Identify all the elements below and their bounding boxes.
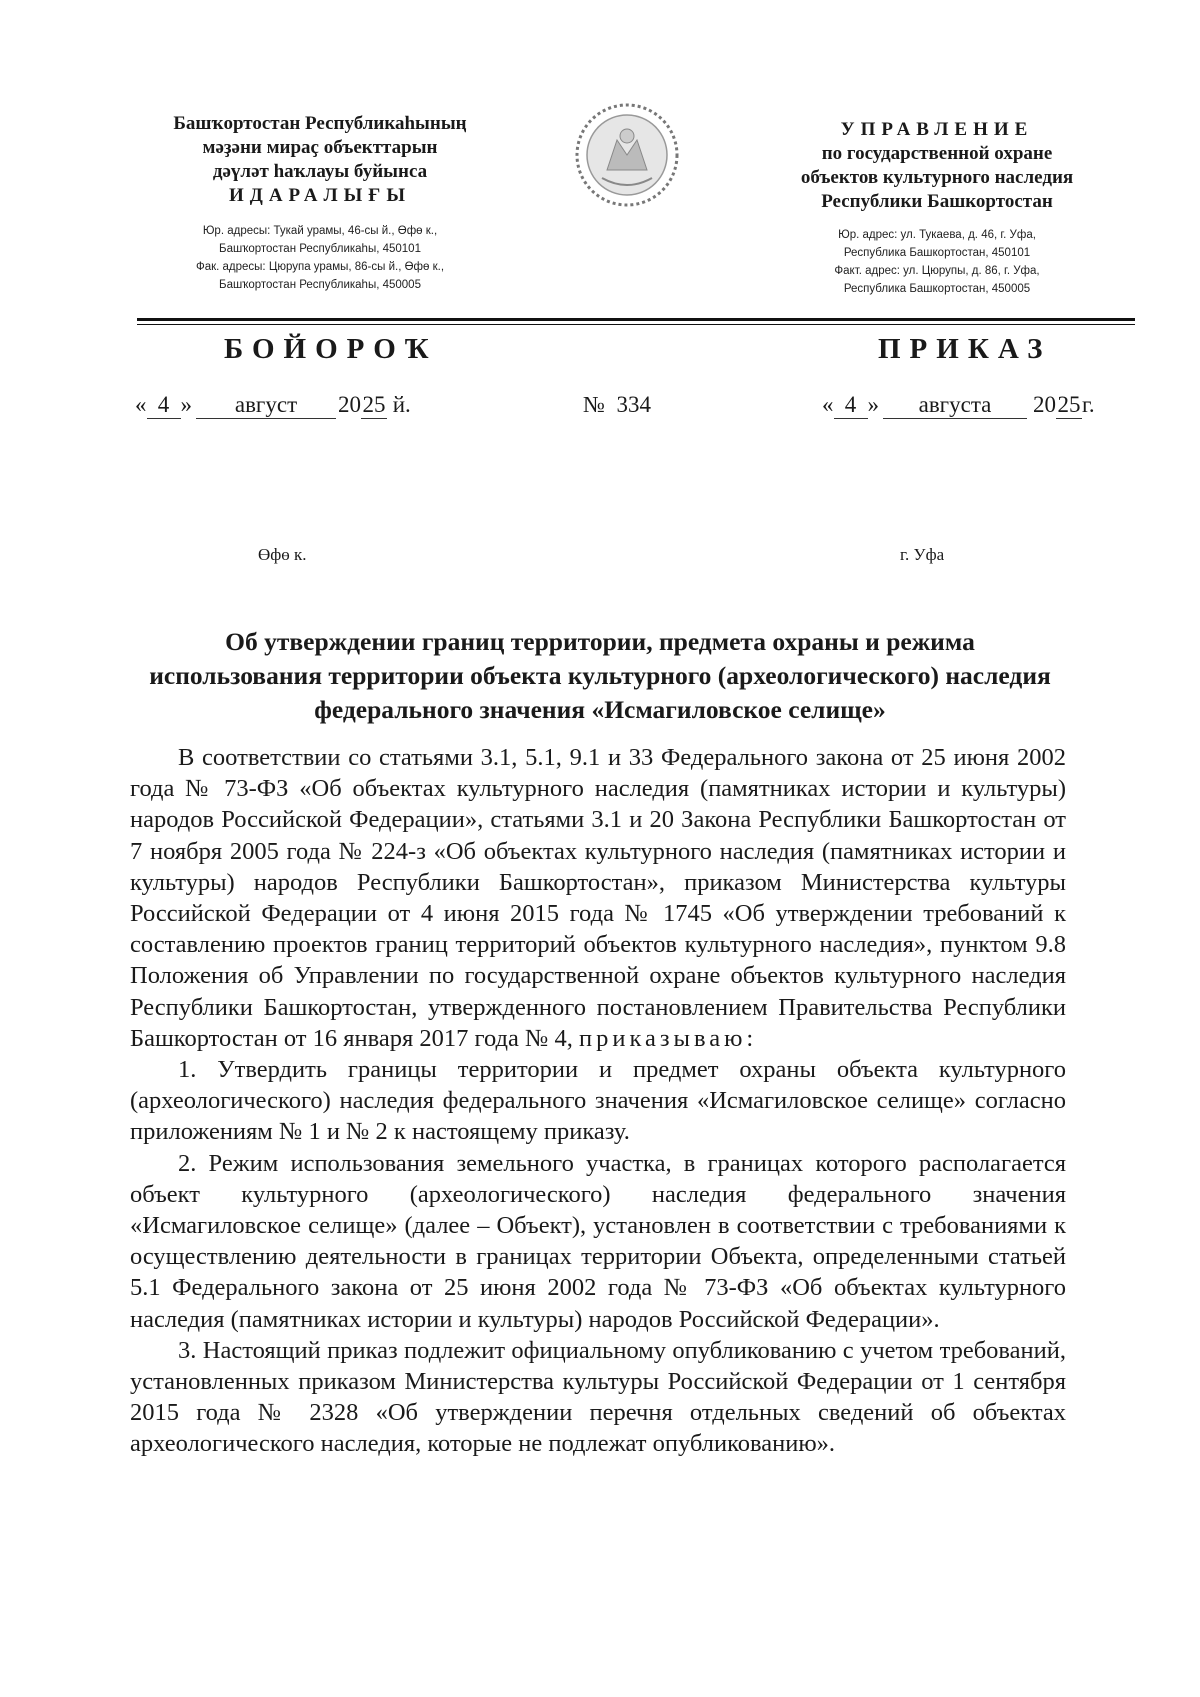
header-left-org-name: ИДАРАЛЫҒЫ	[228, 185, 412, 206]
header-right-address-line: Республика Башкортостан, 450005	[843, 283, 1031, 295]
header-right-title-line: Республики Башкортостан	[821, 191, 1053, 212]
date-left-month: август	[196, 392, 336, 419]
date-right-year: 2025	[1033, 392, 1081, 417]
order-word: приказываю:	[578, 1024, 758, 1052]
header-left-title-line: Башҡортостан Республикаһының	[173, 113, 467, 134]
header-right-address-line: Факт. адрес: ул. Цюрупы, д. 86, г. Уфа,	[834, 265, 1040, 277]
order-number-value: 334	[616, 392, 651, 417]
document-body	[130, 742, 1066, 1460]
order-item-1: 1. Утвердить границы территории и предмет охраны объекта культурного (археологического) наследия федерального значения «Исмагиловское селище» согласно приложениям № 1 и № 2 к настоящему приказу.	[130, 1056, 1066, 1146]
header-left-address-line: Юр. адресы: Тукай урамы, 46-сы й., Өфө к.,	[202, 225, 438, 237]
place-right: г. Уфа	[900, 545, 945, 564]
doc-type-left: БОЙОРОҠ	[224, 333, 438, 365]
date-left-day: 4	[147, 392, 181, 419]
header-left-address-line: Башҡортостан Республикаһы, 450101	[219, 243, 421, 255]
date-left: « 4 » август 2025 й.	[135, 392, 411, 417]
date-right-month: августа	[883, 392, 1027, 419]
header-right-title-line: по государственной охране	[821, 143, 1053, 164]
order-item-3: 3. Настоящий приказ подлежит официальному опубликованию с учетом требований, установленных приказом Министерства культуры Российской Федерации от 1 сентября 2015 года № 2328 «Об утверждении перечня отдельных сведений об объектах археологического наследия, которые не подлежат опубликованию».	[130, 1336, 1066, 1458]
document-title-line: Об утверждении границ территории, предмета охраны и режима	[225, 627, 975, 656]
preamble-paragraph: В соответствии со статьями 3.1, 5.1, 9.1 и 33 Федерального закона от 25 июня 2002 года № 73-ФЗ «Об объектах культурного наследия (памятниках истории и культуры) народов Российской Федерации», статьями 3.1 и 20 Закона Республики Башкортостан от 7 ноября 2005 года № 224-з «Об объектах культурного наследия (памятниках истории и культуры) народов Республики Башкортостан», приказом Министерства культуры Российской Федерации от 4 июня 2015 года № 1745 «Об утверждении требований к составлению проектов границ территорий объектов культурного наследия», пунктом 9.8 Положения об Управлении по государственной охране объектов культурного наследия Республики Башкортостан, утвержденного постановлением Правительства Республики Башкортостан от 16 января 2017 года № 4, приказываю:	[130, 744, 1066, 1052]
document-title-line: использования территории объекта культурного (археологического) наследия	[149, 661, 1051, 690]
doc-type-right: ПРИКАЗ	[878, 333, 1052, 365]
order-item-2: 2. Режим использования земельного участка, в границах которого располагается объект культурного (археологического) наследия федерального значения «Исмагиловское селище» (далее – Объект), установлен в соответствии с требованиями к осуществлению деятельности в границах территории Объекта, определенными статьей 5.1 Федерального закона от 25 июня 2002 года № 73-ФЗ «Об объектах культурного наследия (памятниках истории и культуры) народов Российской Федерации».	[130, 1149, 1066, 1333]
header-left-title-line: мәҙәни мираҫ объекттарын	[202, 137, 438, 158]
date-left-year: 2025	[338, 392, 386, 417]
document-title-line: федерального значения «Исмагиловское селище»	[314, 695, 886, 724]
place-left: Өфө к.	[258, 545, 307, 564]
document-title	[130, 625, 1070, 727]
header-rule-thin	[137, 324, 1135, 325]
date-right: « 4 » августа 2025г.	[822, 392, 1095, 417]
header-right-org-name: УПРАВЛЕНИЕ	[840, 119, 1034, 140]
order-number	[583, 392, 651, 418]
header-right	[772, 118, 1102, 298]
header-right-address-line: Республика Башкортостан, 450101	[843, 247, 1031, 259]
date-right-day: 4	[834, 392, 868, 419]
coat-of-arms-emblem	[572, 100, 682, 210]
order-number-label: №	[583, 392, 605, 417]
header-left-address-line: Башҡортостан Республикаһы, 450005	[219, 279, 421, 291]
header-right-address-line: Юр. адрес: ул. Тукаева, д. 46, г. Уфа,	[838, 229, 1036, 241]
header-left	[140, 112, 500, 294]
header-right-title-line: объектов культурного наследия	[800, 167, 1074, 188]
header-rule-thick	[137, 318, 1135, 321]
header-left-address-line: Фак. адресы: Цюрупа урамы, 86-сы й., Өфө к.,	[195, 261, 445, 273]
header-left-title-line: дәүләт һаҡлауы буйынса	[212, 161, 428, 182]
